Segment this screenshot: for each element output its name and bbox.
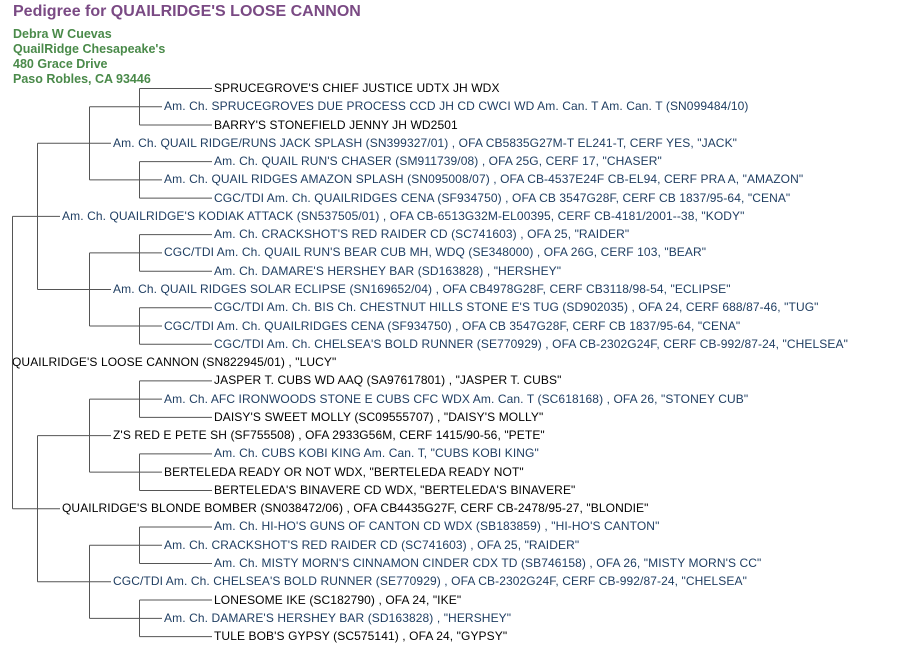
pedigree-entry-gen3 <box>164 463 524 481</box>
dog-name: QUAIL RIDGE/RUNS JACK SPLASH (SN399327/01) , OFA CB5835G27M-T EL241-T, CERF YES, "JACK" <box>160 135 738 150</box>
page-title: Pedigree for QUAILRIDGE'S LOOSE CANNON <box>13 3 361 20</box>
dog-name: HI-HO'S GUNS OF CANTON CD WDX (SB183859) , "HI-HO'S CANTON" <box>261 519 660 534</box>
pedigree-entry-gen3 <box>164 317 740 335</box>
title-prefix: Am. Ch. <box>164 99 212 114</box>
dog-name: CHELSEA'S BOLD RUNNER (SE770929) , OFA CB-2302G24F, CERF CB-992/87-24, "CHELSEA" <box>213 574 747 589</box>
title-prefix: Am. Ch. <box>113 135 161 150</box>
dog-name: CUBS KOBI KING Am. Can. T, "CUBS KOBI KING" <box>261 446 539 461</box>
dog-name: CRACKSHOT'S RED RAIDER CD (SC741603) , OFA 25, "RAIDER" <box>261 227 630 242</box>
title-prefix: Am. Ch. <box>214 263 262 278</box>
pedigree-entry-gen4 <box>214 444 539 462</box>
pedigree-entry-gen4 <box>214 554 761 572</box>
pedigree-entry-gen4 <box>214 298 819 316</box>
title-prefix: Am. Ch. <box>214 227 262 242</box>
dog-name: MISTY MORN'S CINNAMON CINDER CDX TD (SB746158) , OFA 26, "MISTY MORN'S CC" <box>261 556 762 571</box>
pedigree-entry-gen4 <box>214 152 662 170</box>
pedigree-entry-gen4 <box>214 335 848 353</box>
pedigree-entry-gen0 <box>12 353 336 371</box>
dog-name: AFC IRONWOODS STONE E CUBS CFC WDX Am. Can. T (SC618168) , OFA 26, "STONEY CUB" <box>210 391 749 406</box>
pedigree-entry-gen4 <box>214 591 461 609</box>
title-prefix: Am. Ch. <box>214 446 262 461</box>
dog-name: QUAIL RIDGES SOLAR ECLIPSE (SN169652/04) , OFA CB4978G28F, CERF CB3118/98-54, "ECLIPSE" <box>160 281 731 296</box>
pedigree-entry-gen4 <box>214 408 543 426</box>
dog-name: QUAILRIDGE'S BLONDE BOMBER (SN038472/06) , OFA CB4435G27F, CERF CB-2478/95-27, "BLONDIE" <box>62 501 649 516</box>
dog-name: DAMARE'S HERSHEY BAR (SD163828) , "HERSHEY" <box>211 610 512 625</box>
dog-name: SPRUCEGROVE'S CHIEF JUSTICE UDTX JH WDX <box>214 81 500 95</box>
dog-name: CHELSEA'S BOLD RUNNER (SE770929) , OFA CB-2302G24F, CERF CB-992/87-24, "CHELSEA" <box>314 336 848 351</box>
title-prefix: Am. Ch. <box>164 391 211 406</box>
title-prefix: Am. Ch. <box>214 154 262 169</box>
dog-name: BERTELEDA READY OR NOT WDX, "BERTELEDA READY NOT" <box>164 464 524 479</box>
title-prefix: CGC/TDI Am. Ch. <box>214 190 315 205</box>
pedigree-entry-gen1 <box>62 499 649 517</box>
title-prefix: Am. Ch. <box>214 519 262 534</box>
title-prefix: Am. Ch. <box>214 556 262 571</box>
dog-name: QUAILRIDGE'S KODIAK ATTACK (SN537505/01) , OFA CB-6513G32M-EL00395, CERF CB-4181/2001--38, "KODY" <box>109 208 745 223</box>
pedigree-entry-gen4 <box>214 627 507 645</box>
pedigree-entry-gen4 <box>214 481 575 499</box>
pedigree-entry-gen4 <box>214 189 790 207</box>
dog-name: BARRY'S STONEFIELD JENNY JH WD2501 <box>214 117 458 132</box>
pedigree-entry-gen2 <box>113 280 731 298</box>
pedigree-entry-gen3 <box>164 170 803 188</box>
owner-street: 480 Grace Drive <box>13 57 108 71</box>
dog-name: JASPER T. CUBS WD AAQ (SA97617801) , "JASPER T. CUBS" <box>214 373 562 388</box>
dog-name: TULE BOB'S GYPSY (SC575141) , OFA 24, "GYPSY" <box>214 629 508 644</box>
title-prefix: CGC/TDI Am. Ch. <box>214 336 315 351</box>
title-prefix: CGC/TDI Am. Ch. <box>113 574 214 589</box>
pedigree-entry-gen3 <box>164 243 706 261</box>
dog-name: QUAIL RUN'S BEAR CUB MH, WDQ (SE348000) , OFA 26G, CERF 103, "BEAR" <box>264 245 707 260</box>
title-prefix: Am. Ch. <box>62 208 110 223</box>
dog-name: QUAIL RIDGES AMAZON SPLASH (SN095008/07) , OFA CB-4537E24F CB-EL94, CERF PRA A, "AMAZON" <box>211 172 804 187</box>
dog-name: DAISY'S SWEET MOLLY (SC09555707) , "DAISY'S MOLLY" <box>214 409 544 424</box>
dog-name: BERTELEDA'S BINAVERE CD WDX, "BERTELEDA'S BINAVERE" <box>214 482 576 497</box>
title-prefix: Am. Ch. <box>164 610 212 625</box>
dog-name: LONESOME IKE (SC182790) , OFA 24, "IKE" <box>214 592 462 607</box>
pedigree-entry-gen3 <box>164 609 511 627</box>
pedigree-entry-gen4 <box>214 517 659 535</box>
dog-name: BIS Ch. CHESTNUT HILLS STONE E'S TUG (SD902035) , OFA 24, CERF 688/87-46, "TUG" <box>314 300 819 315</box>
dog-name: QUAILRIDGES CENA (SF934750) , OFA CB 3547G28F, CERF CB 1837/95-64, "CENA" <box>314 190 791 205</box>
title-prefix: CGC/TDI Am. Ch. <box>164 245 265 260</box>
dog-name: QUAILRIDGE'S LOOSE CANNON (SN822945/01) , "LUCY" <box>12 355 337 370</box>
dog-name: Z'S RED E PETE SH (SF755508) , OFA 2933G56M, CERF 1415/90-56, "PETE" <box>113 428 545 443</box>
owner-city: Paso Robles, CA 93446 <box>13 72 151 86</box>
pedigree-entry-gen2 <box>113 134 737 152</box>
pedigree-entry-gen4 <box>214 225 629 243</box>
pedigree-entry-gen4 <box>214 371 562 389</box>
dog-name: QUAIL RUN'S CHASER (SM911739/08) , OFA 25G, CERF 17, "CHASER" <box>261 154 662 169</box>
title-prefix: CGC/TDI Am. Ch. <box>214 300 315 315</box>
dog-name: DAMARE'S HERSHEY BAR (SD163828) , "HERSHEY" <box>261 263 562 278</box>
pedigree-entry-gen2 <box>113 426 545 444</box>
pedigree-entry-gen2 <box>113 572 747 590</box>
pedigree-entry-gen3 <box>164 536 579 554</box>
pedigree-entry-gen1 <box>62 207 744 225</box>
pedigree-entry-gen3 <box>164 390 748 408</box>
dog-name: SPRUCEGROVES DUE PROCESS CCD JH CD CWCI WD Am. Can. T Am. Can. T (SN099484/10) <box>211 99 749 114</box>
pedigree-entry-gen4 <box>214 116 458 134</box>
dog-name: CRACKSHOT'S RED RAIDER CD (SC741603) , OFA 25, "RAIDER" <box>211 537 580 552</box>
pedigree-entry-gen4 <box>214 262 561 280</box>
owner-name: Debra W Cuevas <box>13 27 112 41</box>
pedigree-entry-gen3 <box>164 97 749 115</box>
dog-name: QUAILRIDGES CENA (SF934750) , OFA CB 3547G28F, CERF CB 1837/95-64, "CENA" <box>264 318 741 333</box>
title-prefix: Am. Ch. <box>164 172 212 187</box>
pedigree-entry-gen4 <box>214 79 500 97</box>
owner-kennel: QuailRidge Chesapeake's <box>13 42 166 56</box>
title-prefix: Am. Ch. <box>113 281 161 296</box>
title-prefix: Am. Ch. <box>164 537 212 552</box>
title-prefix: CGC/TDI Am. Ch. <box>164 318 265 333</box>
